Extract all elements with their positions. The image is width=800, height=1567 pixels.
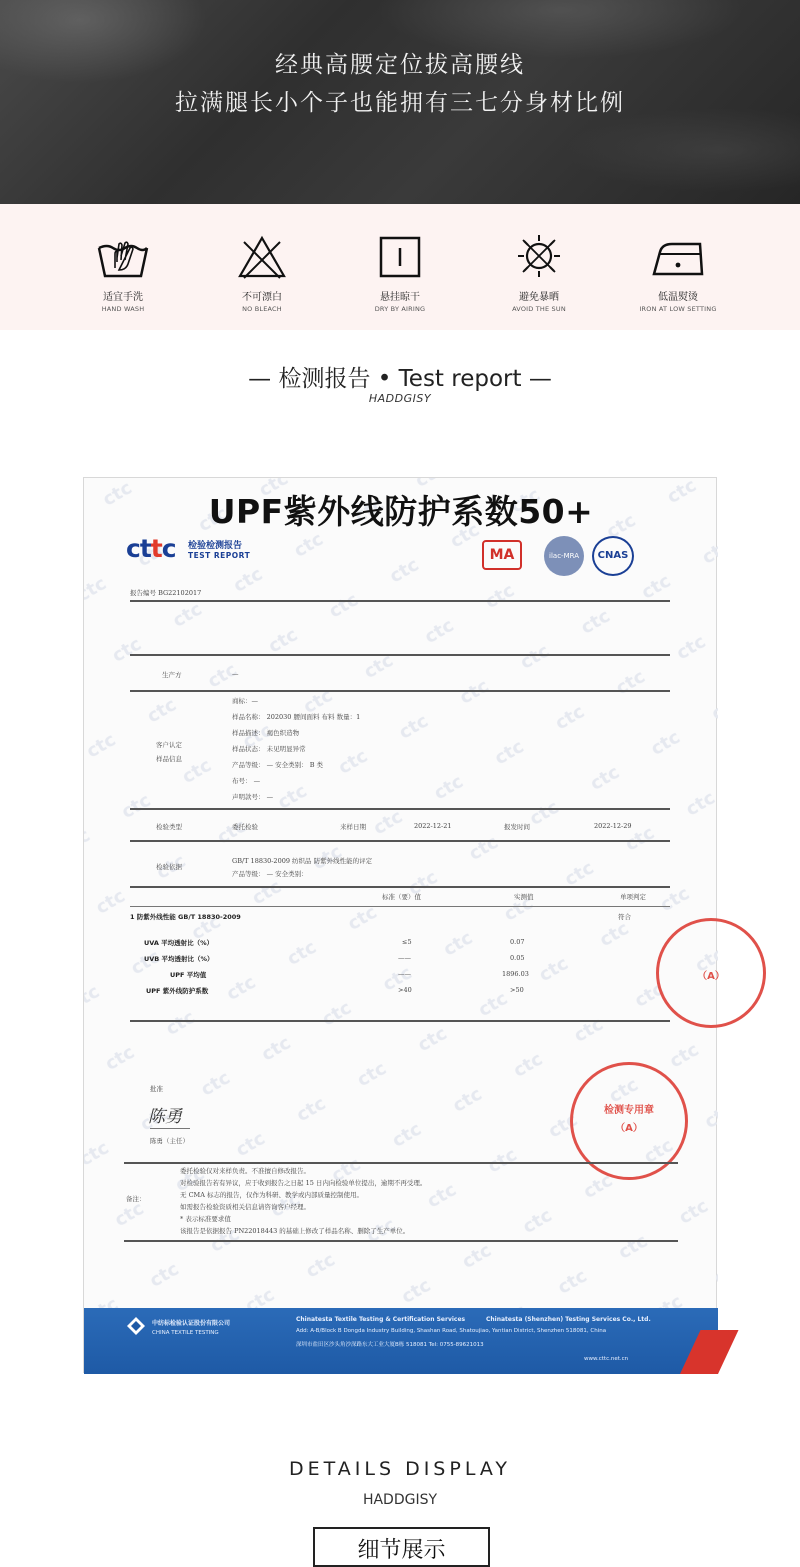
footer-tel: 深圳市盐田区沙头角沙深路东大工业大厦B栋 518081 Tel: 0755-89621013 [296, 1342, 484, 1348]
producer-label: 生产方 [162, 671, 182, 679]
divider [130, 906, 670, 907]
hero-line-1: 经典高腰定位拔高腰线 [275, 52, 525, 78]
hand-wash-icon [95, 234, 151, 280]
note-line: 无 CMA 标志的报告，仅作为科研、教学或内部质量控制使用。 [180, 1191, 363, 1199]
test-type-value: 委托检验 [232, 823, 258, 831]
care-label-en: HAND WASH [101, 305, 145, 313]
footer-accent [680, 1330, 739, 1374]
approver-signature: 陈勇 [148, 1107, 182, 1127]
care-label-cn: 避免暴晒 [519, 292, 559, 303]
care-label-cn: 悬挂晾干 [380, 292, 420, 303]
footer-col-1: Chinatesta Textile Testing & Certification Services [296, 1316, 466, 1323]
sample-line: 样品名称： 202030 腰间面料 布料 数量：1 [232, 713, 361, 721]
note-line: 如需报告检验资质相关信息请咨询客户经理。 [180, 1203, 310, 1211]
sample-line: 样品描述： 褐色织造物 [232, 729, 300, 737]
footer-address: Add: A-B/Block B Dongda Industry Building, Shashan Road, Shatoujiao, Yantian District, Shenzhen 518081, China [296, 1328, 607, 1334]
divider [130, 840, 670, 842]
care-item-low-iron [608, 234, 748, 313]
client-label-2: 样品信息 [156, 755, 182, 763]
sample-line: 样品状态： 未见明显异常 [232, 745, 306, 753]
care-label-en: NO BLEACH [242, 305, 282, 313]
basis-line-2: 产品等级： — 安全类别： [232, 870, 308, 878]
divider [124, 1162, 678, 1164]
accreditation-logos [482, 536, 682, 582]
result-row-value: 0.05 [510, 954, 525, 962]
official-stamp: 检测专用章 （A） [570, 1062, 688, 1180]
care-label-en: IRON AT LOW SETTING [639, 305, 717, 313]
signature-line [150, 1128, 190, 1129]
result-row-standard: —— [398, 954, 411, 962]
result-row-standard: ≤5 [402, 938, 412, 946]
result-row-label: UPF 紫外线防护系数 [146, 987, 209, 995]
report-number: 报告编号 BG22102017 [130, 589, 202, 597]
approver-label: 批准 [150, 1085, 163, 1093]
org-logo-icon [126, 1316, 146, 1336]
care-label-en: DRY BY AIRING [374, 305, 426, 313]
basis-label: 检验依据 [156, 863, 182, 871]
sample-line: 商标：— [232, 697, 258, 705]
client-label-1: 客户认定 [156, 741, 182, 749]
result-row-label: UPF 平均值 [170, 971, 207, 979]
basis-line-1: GB/T 18830-2009 纺织品 防紫外线性能的评定 [232, 857, 373, 865]
sample-date-value: 2022-12-21 [414, 822, 452, 830]
hang-dry-icon [372, 234, 428, 280]
producer-value: — [232, 670, 239, 678]
issue-date-label: 报发时间 [504, 823, 530, 831]
test-report-certificate [83, 477, 725, 1373]
ilac-badge: ilac-MRA [544, 536, 584, 576]
no-bleach-icon [234, 234, 290, 280]
footer-org-en: CHINA TEXTILE TESTING [152, 1330, 219, 1336]
note-line: 该报告是依据报告 PN22018443 的基础上修改了样品名称、删除了生产单位。 [180, 1227, 410, 1235]
cttc-logo [126, 534, 251, 568]
sample-line: 布号： — [232, 777, 261, 785]
care-instructions [0, 204, 800, 330]
result-row-value: >50 [510, 986, 524, 994]
low-iron-icon [648, 234, 708, 280]
result-row-standard: >40 [398, 986, 412, 994]
result-row-label: UVB 平均透射比（%） [144, 955, 214, 963]
sample-date-label: 来样日期 [340, 823, 366, 831]
section-result: 符合 [618, 913, 631, 921]
logo-cn: 检验检测报告 [188, 541, 243, 551]
result-row-standard: —— [398, 970, 411, 978]
hero-line-2: 拉满腿长小个子也能拥有三七分身材比例 [175, 90, 625, 116]
details-display-title: DETAILS DISPLAY [289, 1458, 511, 1480]
approver-title: 陈勇（主任） [150, 1137, 189, 1145]
footer-website: www.cttc.net.cn [584, 1356, 629, 1362]
care-label-cn: 低温熨烫 [658, 292, 698, 303]
inspection-stamp-edge: （A） [656, 918, 766, 1028]
cma-badge: MA [482, 540, 522, 570]
details-display-box: 细节展示 [313, 1527, 490, 1567]
section-title: 1 防紫外线性能 GB/T 18830-2009 [130, 913, 241, 921]
cnas-badge: CNAS [592, 536, 634, 576]
col-standard: 标准（要）值 [382, 893, 421, 901]
note-line: 委托检验仅对来样负责。不准擅自修改报告。 [180, 1167, 310, 1175]
note-line: 对检验报告若有异议，应于收到报告之日起 15 日内向检验单位提出，逾期不再受理。 [180, 1179, 427, 1187]
care-label-cn: 适宜手洗 [103, 292, 143, 303]
col-judgement: 单项判定 [620, 893, 646, 901]
divider [130, 654, 670, 656]
report-section-title: — 检测报告 • Test report — [248, 366, 552, 392]
result-row-label: UVA 平均透射比（%） [144, 939, 214, 947]
certificate-headline: UPF紫外线防护系数50+ [208, 492, 594, 531]
care-label-en: AVOID THE SUN [512, 305, 566, 313]
logo-mark: cttc [126, 534, 176, 563]
divider [130, 690, 670, 692]
sample-line: 声明款号： — [232, 793, 274, 801]
avoid-sun-icon [511, 234, 567, 280]
result-row-value: 0.07 [510, 938, 525, 946]
care-item-no-bleach [192, 234, 332, 313]
report-section-subtitle: HADDGISY [368, 392, 432, 405]
logo-en: TEST REPORT [188, 551, 251, 560]
divider [124, 1240, 678, 1242]
details-display-subtitle: HADDGISY [362, 1492, 438, 1508]
col-measured: 实测值 [514, 893, 534, 901]
care-item-hang-dry [330, 234, 470, 313]
result-row-value: 1896.03 [502, 970, 529, 978]
sample-line: 产品等级： — 安全类别： B 类 [232, 761, 324, 769]
divider [130, 886, 670, 888]
hero-banner [0, 0, 800, 204]
issue-date-value: 2022-12-29 [594, 822, 632, 830]
footer-org: 中纺标检验认证股份有限公司 [152, 1320, 231, 1327]
notes-label: 备注： [126, 1195, 146, 1203]
divider [130, 600, 670, 602]
footer-col-2: Chinatesta (Shenzhen) Testing Services Co., Ltd. [486, 1316, 651, 1323]
care-label-cn: 不可漂白 [242, 292, 282, 303]
certificate-footer [84, 1308, 718, 1374]
divider [130, 1020, 670, 1022]
care-item-avoid-sun [469, 234, 609, 313]
note-line: * 表示标准要求值 [180, 1215, 231, 1223]
care-item-hand-wash [53, 234, 193, 313]
divider [130, 808, 670, 810]
test-type-label: 检验类型 [156, 823, 182, 831]
